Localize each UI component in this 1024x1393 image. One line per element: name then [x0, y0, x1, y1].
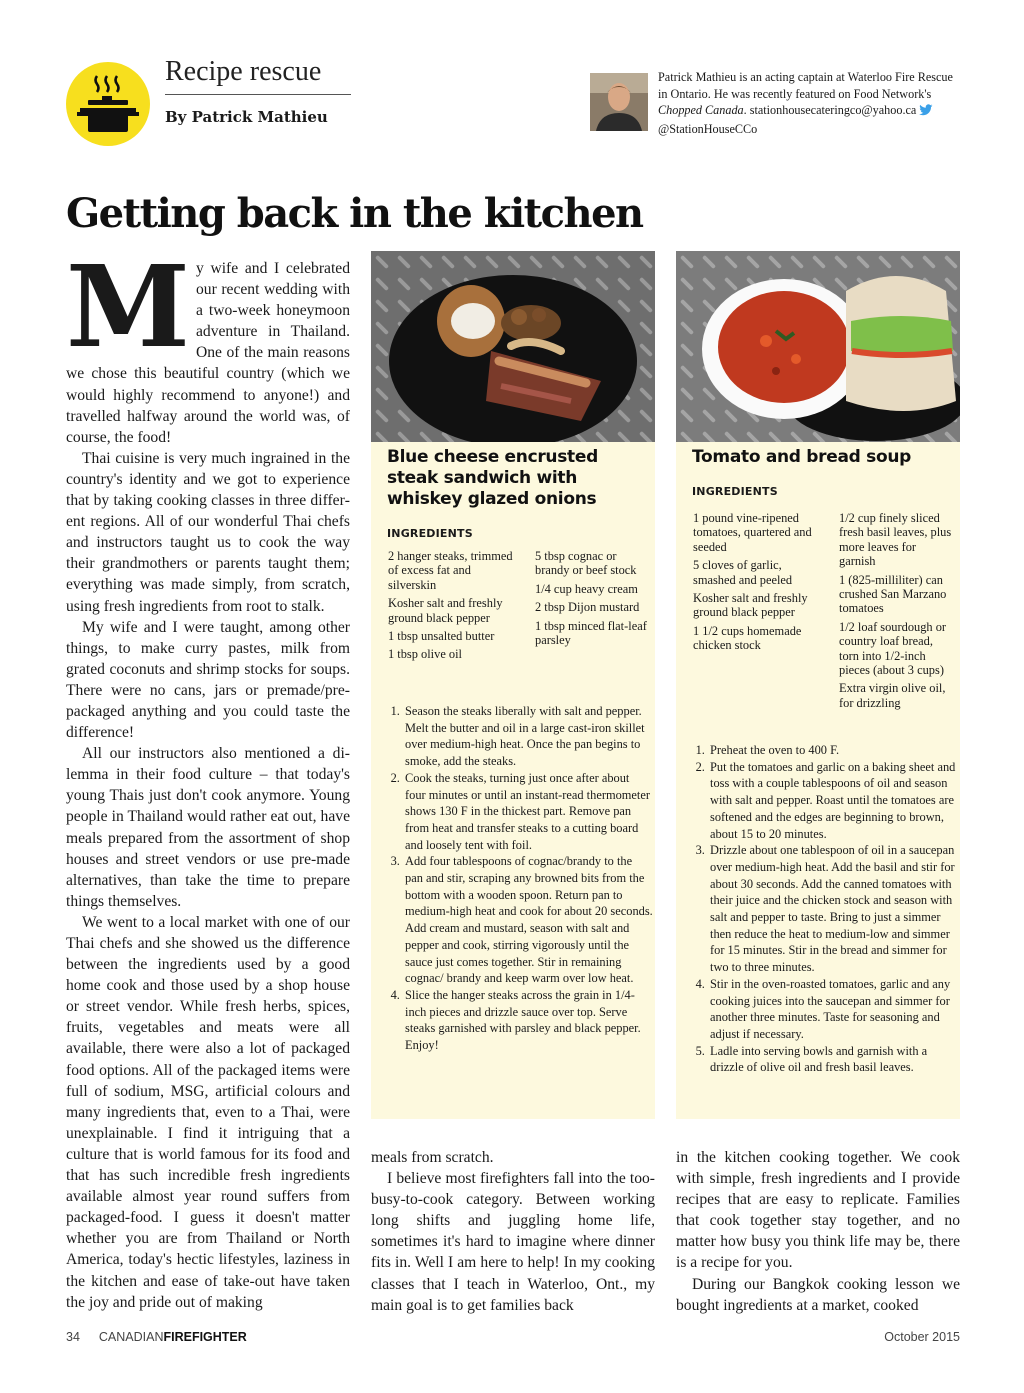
- recipe-box-soup: [676, 251, 960, 1119]
- paragraph: I believe most firefighters fall into the too-busy-to-cook category. Between working long shifts and juggling home life, sometimes it's hard to imagine where dinner fits in. Well I am here to help! In my cooking classes that I teach in Waterloo, Ont., my main goal is to get families back: [371, 1170, 655, 1314]
- ingredients-heading: INGREDIENTS: [387, 527, 473, 540]
- article-column-3: [676, 1147, 960, 1316]
- headline: Getting back in the kitchen: [66, 190, 643, 237]
- ingredient-item: Extra virgin olive oil, for drizzling: [839, 681, 946, 710]
- ingredient-item: 2 tbsp Dijon mustard: [535, 600, 640, 615]
- recipe-step: 4. Stir in the oven-roasted tomatoes, garlic and any cooking juices into the saucepan and simmer for another three minutes. Taste for seasoning and adjust if necessary.: [708, 976, 960, 1043]
- author-email[interactable]: . stationhousecateringco@yahoo.ca: [743, 103, 917, 118]
- byline: By Patrick Mathieu: [165, 108, 328, 126]
- magazine-name: CANADIANFIREFIGHTER: [98, 1330, 247, 1344]
- ingredient-item: 1 pound vine-ripened tomatoes, quartered and seeded: [693, 511, 812, 554]
- recipe-step: 2. Put the tomatoes and garlic on a baking sheet and toss with a couple tablespoons of oil and season with salt and pepper. Roast until the tomatoes are softened and the edges are beginning to brown, about 15 to 20 minutes.: [708, 759, 960, 843]
- ingredient-item: 1 tbsp unsalted butter: [388, 629, 495, 644]
- ingredient-item: Kosher salt and freshly ground black pepper: [388, 596, 503, 625]
- ingredient-item: 5 cloves of garlic, smashed and peeled: [693, 558, 793, 587]
- recipe-step: 1. Preheat the oven to 400 F.: [708, 742, 960, 759]
- author-bio: Patrick Mathieu is an acting captain at Waterloo Fire Rescue in Ontario. He was recently featured on Food Network's Chopped Canada. stationhousecateringco@yahoo.ca @StationHouseCCo: [658, 70, 953, 136]
- show-title: Chopped Canada: [658, 103, 744, 118]
- ingredient-item: 1 tbsp minced flat-leaf parsley: [535, 618, 647, 648]
- ingredients-list-right: [839, 511, 954, 714]
- ingredient-item: 1 tbsp olive oil: [388, 647, 462, 662]
- recipe-step: 3. Add four tablespoons of cognac/brandy to the pan and stir, scraping any browned bits from the bottom with a wooden spoon. Return pan to medium-high heat and cook for about 20 seconds. Add cream and mustard, season with salt and pepper and cook, stirring vigorously until the sauce just comes together. Stir in remaining cognac/ brandy and keep warm over low heat.: [403, 853, 653, 987]
- paragraph: During our Bangkok cooking lesson we bought ingredients at a market, cooked: [676, 1275, 960, 1314]
- ingredient-item: Kosher salt and freshly ground black pepper: [693, 591, 808, 620]
- recipe-box-steak: [371, 251, 655, 1119]
- recipe-step: 2. Cook the steaks, turning just once after about four minutes or until an instant-read thermometer shows 130 F in the thickest part. Remove pan from heat and transfer steaks to a cutting board and loosely tent with foil.: [403, 770, 653, 854]
- ingredient-item: 2 hanger steaks, trimmed of excess fat and silverskin: [388, 549, 513, 592]
- recipe-title: Tomato and bread soup: [692, 447, 912, 467]
- recipe-step: 1. Season the steaks liberally with salt and pepper. Melt the butter and oil in a large cast-iron skillet over medium-high heat. Once the pan begins to smoke, add the steaks.: [403, 703, 653, 770]
- ingredients-list-right: [535, 549, 649, 651]
- cooking-pot-icon: [66, 62, 150, 146]
- section-title: Recipe rescue: [165, 56, 322, 87]
- paragraph: We went to a local market with one of our Thai chefs and she showed us the difference between the ingredients used by a good home cook and those used by a shop house or street vendor. While fresh herbs, spices, fruits, vegetables and meats were all available, there were also a lot of packaged food options. All of the packaged items were full of sodium, MSG, artificial colours and many ingredients that, even to a Thai, were unexplainable. I find it intriguing that a culture that is world famous for its food and that has such incredible fresh ingredients available almost year round suffers from packaged-food. I guess it doesn't matter whether you are from Thailand or North America, today's hectic lifestyles, laziness in the kitchen and ease of take-out have taken the joy and pride out of making: [66, 913, 350, 1311]
- twitter-bird-icon: [919, 104, 933, 121]
- paragraph: Thai cuisine is very much ingrained in the country's identity and we got to experience that by taking cooking classes in three different regions. All of our wonderful Thai chefs and instructors taught us to cook the way their grandmothers or parents taught them; everything was made simply, from scratch, using fresh ingredients from root to stalk.: [66, 449, 350, 615]
- ingredients-list-left: [693, 511, 815, 657]
- ingredients-heading: INGREDIENTS: [692, 485, 778, 498]
- ingredient-item: 1/2 cup finely sliced fresh basil leaves, plus more leaves for garnish: [839, 511, 952, 569]
- paragraph: meals from scratch.: [371, 1149, 494, 1166]
- article-column-2: [371, 1147, 655, 1316]
- twitter-handle[interactable]: @StationHouseCCo: [658, 121, 758, 136]
- recipe-steps: [387, 703, 653, 1054]
- article-column-1: [66, 242, 350, 1318]
- recipe-step: 3. Drizzle about one tablespoon of oil in a saucepan over medium-high heat. Add the basil and stir for about 30 seconds. Add the canned tomatoes with their juice and the chicken stock and season with salt and pepper to taste. Bring to just a simmer then reduce the heat to medium-low and simmer for 15 minutes. Stir in the bread and simmer for two to three minutes.: [708, 842, 960, 976]
- paragraph: y wife and I celebrated our recent wedding with a two-week honeymoon adventure in Thailand. One of the main reasons we chose this beautiful country (which we would highly recommend to anyone!) and travelled halfway around the world was, of course, the food!: [66, 260, 350, 446]
- issue-date: October 2015: [884, 1330, 960, 1344]
- paragraph: My wife and I were taught, among other things, to make curry pastes, milk from grated coconuts and shrimp stocks for soups. There were no cans, jars or premade/pre-packaged anything and you could taste the difference!: [66, 618, 350, 742]
- ingredient-item: 1/4 cup heavy cream: [535, 581, 638, 596]
- dropcap: M: [66, 242, 190, 373]
- author-photo: [590, 73, 648, 131]
- ingredients-list-left: [388, 549, 518, 666]
- recipe-title: Blue cheese encrusted steak sandwich with whiskey glazed onions: [387, 447, 598, 509]
- paragraph: All our instructors also mentioned a dilemma in their food culture – that today's young Thais just don't cook anymore. Young people in Thailand would rather eat out, have meals prepared from the assortment of shop houses and street vendors or use pre-made alternatives, than take the time to prepare things themselves.: [66, 745, 350, 910]
- ingredient-item: 1 1/2 cups homemade chicken stock: [693, 623, 802, 653]
- recipe-steps: [692, 742, 960, 1076]
- recipe-step: 4. Slice the hanger steaks across the grain in 1/4-inch pieces and drizzle sauce over top. Serve steaks garnished with parsley and black pepper. Enjoy!: [403, 987, 653, 1054]
- page-number: 34: [66, 1330, 80, 1344]
- ingredient-item: 1 (825-milliliter) can crushed San Marzano tomatoes: [839, 572, 947, 616]
- steak-photo: [371, 251, 655, 442]
- recipe-step: 5. Ladle into serving bowls and garnish with a drizzle of olive oil and fresh basil leaves.: [708, 1043, 960, 1076]
- page-footer: [66, 1330, 960, 1344]
- ingredient-item: 5 tbsp cognac or brandy or beef stock: [535, 549, 637, 578]
- ingredient-item: 1/2 loaf sourdough or country loaf bread, torn into 1/2-inch pieces (about 3 cups): [839, 619, 947, 678]
- paragraph: in the kitchen cooking together. We cook with simple, fresh ingredients and I provide recipes that are easy to replicate. Families that cook together stay together, and no matter how busy you think life may be, there is a recipe for you.: [676, 1149, 960, 1272]
- soup-photo: [676, 251, 960, 442]
- section-divider: [165, 94, 351, 95]
